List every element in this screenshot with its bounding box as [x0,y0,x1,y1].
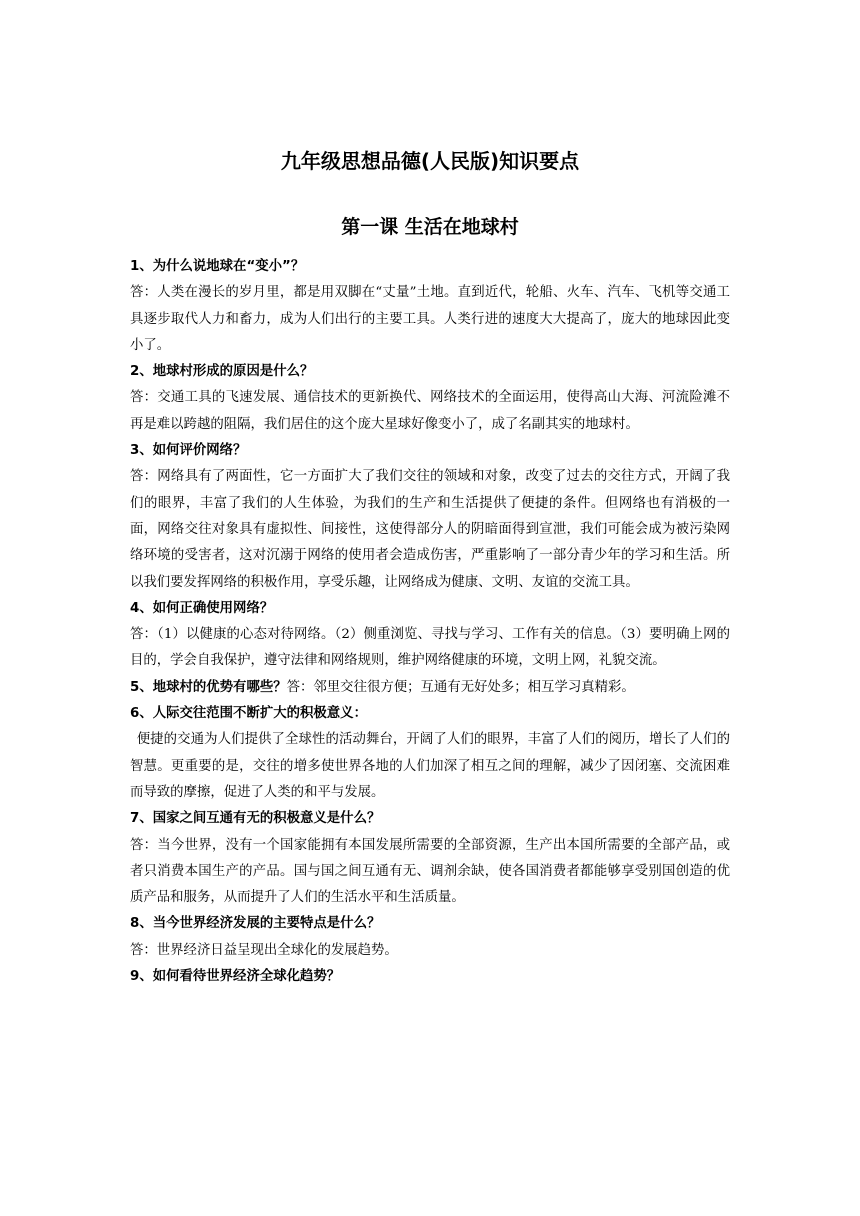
answer-2: 答：交通工具的飞速发展、通信技术的更新换代、网络技术的全面运用，使得高山大海、河流险滩不再是难以跨越的阻隔，我们居住的这个庞大星球好像变小了，成了名副其实的地球村。 [130,390,730,432]
lesson-title: 第一课 生活在地球村 [341,216,519,238]
answer-8: 答：世界经济日益呈现出全球化的发展趋势。 [130,942,398,958]
question-1: 1、为什么说地球在“变小”？ [130,259,305,274]
question-2: 2、地球村形成的原因是什么？ [130,364,314,380]
answer-5: 答：邻里交往很方便；互通有无好处多；相互学习真精彩。 [286,679,635,695]
question-3: 3、如何评价网络？ [130,443,247,459]
question-6: 6、人际交往范围不断扩大的积极意义： [130,706,367,722]
question-8: 8、当今世界经济发展的主要特点是什么？ [130,916,381,932]
document-body [130,254,730,990]
answer-7: 答：当今世界，没有一个国家能拥有本国发展所需要的全部资源，生产出本国所需要的全部产品，或者只消费本国生产的产品。国与国之间互通有无、调剂余缺，使各国消费者都能够享受别国创造的优质产品和服务，从而提升了人们的生活水平和生活质量。 [130,837,730,906]
question-4: 4、如何正确使用网络？ [130,600,274,616]
question-5-text: 5、地球村的优势有哪些？ [130,679,287,695]
question-9: 9、如何看待世界经济全球化趋势？ [130,969,341,985]
answer-3: 答：网络具有了两面性，它一方面扩大了我们交往的领域和对象，改变了过去的交往方式，开阔了我们的眼界，丰富了我们的人生体验，为我们的生产和生活提供了便捷的条件。但网络也有消极的一面，网络交往对象具有虚拟性、间接性，这使得部分人的阴暗面得到宣泄，我们可能会成为被污染网络环境的受害者，这对沉溺于网络的使用者会造成伤害，严重影响了一部分青少年的学习和生活。所以我们要发挥网络的积极作用，享受乐趣，让网络成为健康、文明、友谊的交流工具。 [130,469,730,590]
question-5 [130,675,730,701]
document-title: 九年级思想品德(人民版)知识要点 [280,149,580,173]
document-page [130,0,730,1216]
answer-4: 答：（1）以健康的心态对待网络。（2）侧重浏览、寻找与学习、工作有关的信息。（3）要明确上网的目的，学会自我保护，遵守法律和网络规则，维护网络健康的环境，文明上网，礼貌交流。 [130,627,730,669]
question-7: 7、国家之间互通有无的积极意义是什么？ [130,811,381,827]
answer-6: 便捷的交通为人们提供了全球性的活动舞台，开阔了人们的眼界，丰富了人们的阅历，增长了人们的智慧。更重要的是，交往的增多使世界各地的人们加深了相互之间的理解，减少了因闭塞、交流困难而导致的摩擦，促进了人类的和平与发展。 [130,732,730,800]
answer-1: 答：人类在漫长的岁月里，都是用双脚在“丈量”土地。直到近代，轮船、火车、汽车、飞机等交通工具逐步取代人力和畜力，成为人们出行的主要工具。人类行进的速度大大提高了，庞大的地球因此变小了。 [130,285,730,353]
